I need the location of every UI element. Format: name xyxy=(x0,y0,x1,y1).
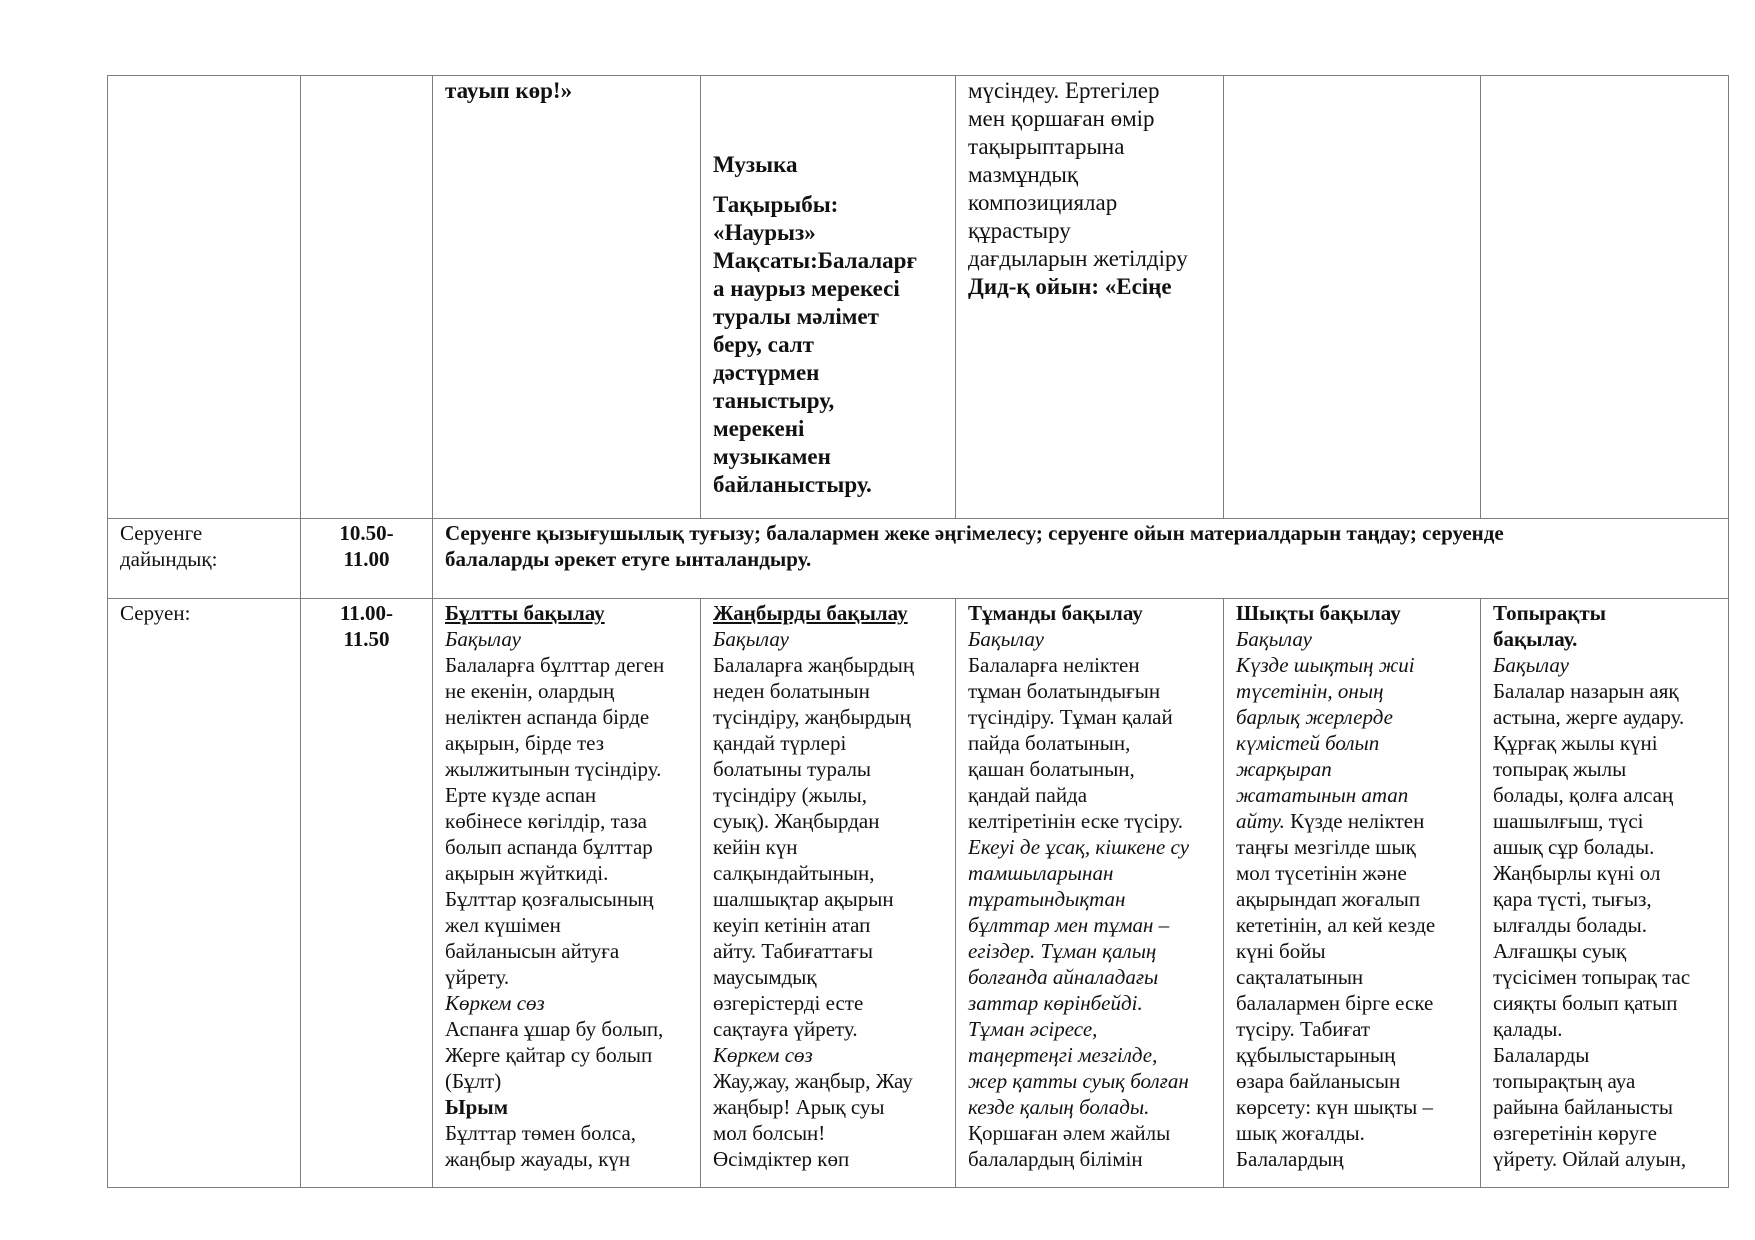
fog-body-line: пайда болатынын, xyxy=(968,731,1131,755)
fog-italic-line: егіздер. Тұман қалың xyxy=(968,939,1157,963)
row1-col5-line: дағдыларын жетілдіру xyxy=(968,246,1188,271)
fog-body-line: қандай пайда xyxy=(968,783,1088,807)
omen-line: жаңбыр жауады, күн xyxy=(445,1147,631,1171)
music-subject: Музыка xyxy=(713,152,798,177)
observation-label: Бақылау xyxy=(968,627,1044,651)
soil-body-line: топырақ жылы xyxy=(1493,757,1627,781)
cloud-body-line: байланысын айтуға xyxy=(445,939,620,963)
fog-body-line: тұман болатындығын xyxy=(968,679,1161,703)
fog-tail-line: Қоршаған әлем жайлы xyxy=(968,1121,1171,1145)
soil-body-line: үйрету. Ойлай алуын, xyxy=(1493,1147,1687,1171)
dew-italic-line: жарқырап xyxy=(1236,757,1332,781)
soil-body-line: қара түсті, тығыз, xyxy=(1493,887,1652,911)
fog-italic-line: жер қатты суық болған xyxy=(968,1069,1189,1093)
omen-line: Бұлттар төмен болса, xyxy=(445,1121,637,1145)
soil-body-line: астына, жерге аудару. xyxy=(1493,705,1685,729)
dew-observation-title: Шықты бақылау xyxy=(1236,601,1401,625)
row1-col5-line: мазмұндық xyxy=(968,162,1079,187)
rain-body-line: айту. Табиғаттағы xyxy=(713,939,873,963)
fog-italic-line: бұлттар мен тұман – xyxy=(968,913,1170,937)
dew-body-line: балалармен бірге еске xyxy=(1236,991,1434,1015)
soil-body-line: өзгеретінін көруге xyxy=(1493,1121,1657,1145)
fog-observation-title: Тұманды бақылау xyxy=(968,601,1143,625)
rain-body-line: сақтауға үйрету. xyxy=(713,1017,858,1041)
fog-body-line: қашан болатынын, xyxy=(968,757,1135,781)
row2-time xyxy=(301,519,432,598)
soil-observation-title: Топырақты xyxy=(1493,601,1607,625)
dew-observation-cell xyxy=(1224,599,1480,1187)
fog-body-line: Балаларға неліктен xyxy=(968,653,1140,677)
fog-observation-cell xyxy=(956,599,1223,1187)
fog-italic-line: заттар көрінбейді. xyxy=(968,991,1143,1015)
cloud-body-line: Бұлттар қозғалысының xyxy=(445,887,654,911)
row1-cell-col3 xyxy=(433,76,700,518)
row2-description-line: балаларды әрекет етуге ынталандыру. xyxy=(445,547,812,571)
rain-poem-line: мол болсын! xyxy=(713,1121,826,1145)
observation-label: Бақылау xyxy=(1236,627,1312,651)
soil-body-line: ашық сұр болады. xyxy=(1493,835,1655,859)
rain-body-line: неден болатынын xyxy=(713,679,870,703)
row2-label-line: Серуенге xyxy=(120,521,203,545)
row3-label xyxy=(108,599,300,1187)
row3-time xyxy=(301,599,432,1187)
cloud-body-line: болып аспанда бұлттар xyxy=(445,835,653,859)
cloud-riddle-line: Жерге қайтар су болып xyxy=(445,1043,653,1067)
row1-col5-line: құрастыру xyxy=(968,218,1071,243)
observation-label: Бақылау xyxy=(445,627,521,651)
cloud-observation-title: Бұлтты бақылау xyxy=(445,601,605,625)
music-goal-line: мерекені xyxy=(713,416,805,441)
cloud-body-line: Ерте күзде аспан xyxy=(445,783,597,807)
dew-mixed-line xyxy=(1236,808,1470,834)
cloud-body-line: үйрету. xyxy=(445,965,510,989)
soil-body-line: шашылғыш, түсі xyxy=(1493,809,1644,833)
omen-label: Ырым xyxy=(445,1095,508,1119)
cloud-riddle-line: Аспанға ұшар бу болып, xyxy=(445,1017,664,1041)
cloud-body-line: ақырын жүйткиді. xyxy=(445,861,609,885)
row1-col5-line: композициялар xyxy=(968,190,1118,215)
soil-body-line: Құрғақ жылы күні xyxy=(1493,731,1658,755)
music-goal-line: таныстыру, xyxy=(713,388,835,413)
dew-body-line: шық жоғалды. xyxy=(1236,1121,1365,1145)
soil-body-line: райына байланысты xyxy=(1493,1095,1673,1119)
row1-col5-line: мен қоршаған өмір xyxy=(968,106,1155,131)
rain-body-line: кеуіп кетінін атап xyxy=(713,913,871,937)
cloud-observation-cell xyxy=(433,599,700,1187)
table-border-right xyxy=(1728,75,1729,1188)
dew-mixed-italic: айту. xyxy=(1236,809,1285,833)
music-goal-line: музыкамен xyxy=(713,444,831,469)
row1-cell-col1 xyxy=(108,76,300,518)
rain-body-line: Балаларға жаңбырдың xyxy=(713,653,915,677)
dew-body-line: көрсету: күн шықты – xyxy=(1236,1095,1434,1119)
music-goal-line: а наурыз мерекесі xyxy=(713,276,900,301)
row1-col5-line: тақырыптарына xyxy=(968,134,1125,159)
dew-body-line: сақталатынын xyxy=(1236,965,1364,989)
fog-italic-line: Тұман әсіресе, xyxy=(968,1017,1098,1041)
soil-body-line: сияқты болып қатып xyxy=(1493,991,1678,1015)
dew-body-line: құбылыстарының xyxy=(1236,1043,1396,1067)
row3-label-line: Серуен: xyxy=(120,601,191,625)
dew-body-line: түсіру. Табиғат xyxy=(1236,1017,1371,1041)
dew-italic-line: барлық жерлерде xyxy=(1236,705,1393,729)
soil-body-line: қалады. xyxy=(1493,1017,1563,1041)
fog-body-line: түсіндіру. Тұман қалай xyxy=(968,705,1173,729)
dew-italic-line: күмістей болып xyxy=(1236,731,1380,755)
fog-italic-line: тамшыларынан xyxy=(968,861,1114,885)
rain-body-line: түсіндіру, жаңбырдың xyxy=(713,705,911,729)
row2-description xyxy=(433,519,1728,598)
cloud-body-line: ақырын, бірде тез xyxy=(445,731,605,755)
rain-body-line: маусымдық xyxy=(713,965,817,989)
row1-col5-line: мүсіндеу. Ертегілер xyxy=(968,78,1160,103)
row1-cell-col7 xyxy=(1481,76,1728,518)
dew-body-line: кететінін, ал кей кезде xyxy=(1236,913,1436,937)
dew-body-line: күні бойы xyxy=(1236,939,1326,963)
cloud-body-line: жел күшімен xyxy=(445,913,561,937)
music-goal-line: туралы мәлімет xyxy=(713,304,879,329)
row2-label-line: дайындық: xyxy=(120,547,218,571)
dew-italic-line: түсетінін, оның xyxy=(1236,679,1384,703)
rain-body-line: суық). Жаңбырдан xyxy=(713,809,880,833)
row1-cell-col2 xyxy=(301,76,432,518)
dew-body-line: таңғы мезгілде шық xyxy=(1236,835,1416,859)
table-border-bottom xyxy=(107,1187,1729,1188)
music-goal-line: дәстүрмен xyxy=(713,360,820,385)
dew-body-line: мол түсетінін және xyxy=(1236,861,1407,885)
rain-poem-line: Жау,жау, жаңбыр, Жау xyxy=(713,1069,913,1093)
soil-body-line: Алғашқы суық xyxy=(1493,939,1627,963)
row2-time-line: 10.50- xyxy=(339,521,394,545)
rain-poem-line: жаңбыр! Арық суы xyxy=(713,1095,885,1119)
soil-body-line: ылғалды болады. xyxy=(1493,913,1647,937)
rain-poem-line: Өсімдіктер көп xyxy=(713,1147,850,1171)
fog-tail-line: балалардың білімін xyxy=(968,1147,1143,1171)
row2-label xyxy=(108,519,300,598)
cloud-body-line: неліктен аспанда бірде xyxy=(445,705,650,729)
row1-cell-col5 xyxy=(956,76,1223,518)
artistic-word-label: Көркем сөз xyxy=(713,1043,813,1067)
rain-observation-title: Жаңбырды бақылау xyxy=(713,601,908,625)
fog-italic-line: тұратындықтан xyxy=(968,887,1126,911)
rain-body-line: шалшықтар ақырын xyxy=(713,887,894,911)
soil-observation-title: бақылау. xyxy=(1493,627,1578,651)
row1-cell-col6 xyxy=(1224,76,1480,518)
fog-italic-line: кезде қалың болады. xyxy=(968,1095,1150,1119)
soil-body-line: топырақтың ауа xyxy=(1493,1069,1636,1093)
cloud-body-line: Балаларға бұлттар деген xyxy=(445,653,665,677)
dew-body-line: өзара байланысын xyxy=(1236,1069,1401,1093)
row1-col3-line: тауып көр!» xyxy=(445,78,573,103)
rain-body-line: түсіндіру (жылы, xyxy=(713,783,868,807)
rain-body-line: болатыны туралы xyxy=(713,757,872,781)
music-topic: Тақырыбы: «Наурыз» xyxy=(713,192,839,245)
cloud-riddle-line: (Бұлт) xyxy=(445,1069,502,1093)
soil-body-line: Балаларды xyxy=(1493,1043,1590,1067)
cloud-body-line: көбінесе көгілдір, таза xyxy=(445,809,647,833)
soil-body-line: болады, қолға алсаң xyxy=(1493,783,1674,807)
rain-body-line: өзгерістерді есте xyxy=(713,991,864,1015)
row3-time-line: 11.00- xyxy=(339,601,394,625)
fog-italic-line: Екеуі де ұсақ, кішкене су xyxy=(968,835,1190,859)
dew-body-line: Балалардың xyxy=(1236,1147,1344,1171)
row2-description-line: Серуенге қызығушылық туғызу; балалармен жеке әңгімелесу; серуенге ойын материалдарын таңдау; серуенде xyxy=(445,521,1504,545)
music-goal-line: байланыстыру. xyxy=(713,472,872,497)
rain-body-line: салқындайтынын, xyxy=(713,861,875,885)
soil-body-line: Балалар назарын аяқ xyxy=(1493,679,1679,703)
rain-observation-cell xyxy=(701,599,955,1187)
didactic-game-title: Дид-қ ойын: «Есіңе xyxy=(968,274,1172,299)
dew-mixed-rest: Күзде неліктен xyxy=(1284,809,1425,833)
observation-label: Бақылау xyxy=(713,627,789,651)
fog-italic-line: болғанда айналадағы xyxy=(968,965,1159,989)
observation-label: Бақылау xyxy=(1493,653,1569,677)
rain-body-line: кейін күн xyxy=(713,835,798,859)
rain-body-line: қандай түрлері xyxy=(713,731,847,755)
dew-italic-line: Күзде шықтың жиі xyxy=(1236,653,1415,677)
artistic-word-label: Көркем сөз xyxy=(445,991,545,1015)
row3-time-line: 11.50 xyxy=(343,627,390,651)
row1-cell-col4 xyxy=(701,76,955,518)
cloud-body-line: жылжитынын түсіндіру. xyxy=(445,757,662,781)
soil-body-line: түсісімен топырақ тас xyxy=(1493,965,1691,989)
soil-body-line: Жаңбырлы күні ол xyxy=(1493,861,1661,885)
music-goal-line: Мақсаты:Балаларғ xyxy=(713,248,917,273)
cloud-body-line: не екенін, олардың xyxy=(445,679,615,703)
fog-body-line: келтіретінін еске түсіру. xyxy=(968,809,1184,833)
dew-body-line: ақырындап жоғалып xyxy=(1236,887,1421,911)
dew-italic-line: жататынын атап xyxy=(1236,783,1409,807)
soil-observation-cell xyxy=(1481,599,1728,1187)
music-goal-line: беру, салт xyxy=(713,332,814,357)
row2-time-line: 11.00 xyxy=(343,547,390,571)
fog-italic-line: таңертеңгі мезгілде, xyxy=(968,1043,1158,1067)
